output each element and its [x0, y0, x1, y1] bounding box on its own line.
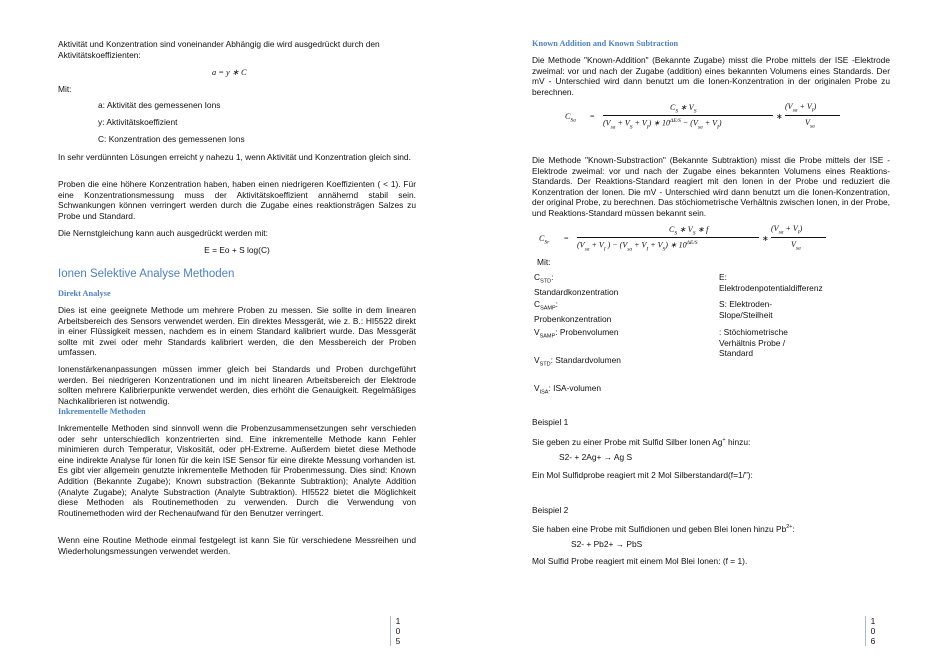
- formula-symbol: (V: [771, 224, 779, 233]
- definition-c: C: Konzentration des gemessenen Ions: [98, 134, 245, 144]
- formula-subscript: sa: [792, 107, 798, 114]
- formula-symbol: ∗ V: [680, 103, 694, 112]
- formula-subscript: sa: [697, 124, 703, 131]
- formula-subscript: Sa: [570, 117, 576, 124]
- formula-subscript: I: [646, 124, 649, 131]
- formula-symbol: + V: [617, 118, 630, 128]
- formula-exponent: ΔE/S: [670, 118, 681, 124]
- definition-a: a: Aktivität des gemessenen Ions: [98, 100, 221, 110]
- formula-subscript: sa: [610, 124, 616, 131]
- right-page: [475, 0, 950, 672]
- mit-label: Mit:: [537, 257, 551, 267]
- formula-symbol: (V: [577, 240, 585, 250]
- formula-subscript: S: [692, 230, 696, 237]
- formula-subscript: S: [662, 246, 666, 253]
- formula-symbol: ) ∗ 10: [665, 240, 687, 250]
- beispiel-2-text-main: Sie haben eine Probe mit Sulfidionen und geben Blei Ionen hinzu Pb: [532, 523, 787, 534]
- symbol-description: : ISA-volumen: [548, 383, 602, 393]
- formula-symbol: (V: [603, 118, 611, 128]
- known-addition-formula: $C_{Sa}$ = $C_S$ ∗ $V_S$ $(V_{sa} + V_S + V_I)$ ∗ $10^{\Delta E/S} - (V_{sa} + V_I)$ ∗ $(V_{sa} + V_I)$ $V_{sa}$: [565, 101, 865, 133]
- formula-subscript: S: [675, 108, 679, 115]
- formula-symbol: + V: [650, 240, 663, 250]
- subheading-inkrementell: Inkrementelle Methoden: [58, 407, 146, 416]
- formula-subscript: Sr: [544, 239, 550, 246]
- formula-symbol: ): [718, 118, 722, 128]
- subheading-known: Known Addition and Known Subtraction: [532, 39, 679, 48]
- inkrementell-paragraph: Inkrementelle Methoden sind sinnvoll wenn die Probenzusammensetzungen sehr verschieden oder sehr unterschiedlich konzentrierten sind. Eine inkrementelle Methode kann Fehler minimieren durch Temperatur, Viskosität, oder pH-Extreme. Außerdem bietet diese Methode eine indirekte Analyse für Ionen für die kein ISE Sensor für eine direkte Messung vorhanden ist. Es gibt vier allgemein genutzte inkrementelle Methoden für Probenmessung. Dies sind: Known Addition (Bekannte Zugabe); Known substraction (Bekannte Subtraktion); Analyte Addition (Analyte Zugabe); Analyte Substraction (Analyte Subtraktion). HI5522 bietet die Möglichkeit diese Methoden als Routinemethoden zu verwenden. Durch die Verwendung von Routinemethoden wird der Rechenaufwand für den Benutzer verringert.: [58, 423, 416, 518]
- beispiel-2-result: Mol Sulfid Probe reagiert mit einem Mol Blei Ionen: (f = 1).: [532, 556, 748, 566]
- symbol-row: [534, 355, 624, 370]
- page-digit: 0: [870, 626, 876, 636]
- beispiel-2-text: [532, 522, 795, 534]
- definition-y: y: Aktivitätskoeffizient: [98, 117, 178, 127]
- known-subtraction-formula: $C_{Sr}$ = $C_S$ ∗ $V_S$ ∗ f ($V_{sa} + V_I$ ) − $(V_{sa} + V_I + V_S)$ ∗ $10^{\Delta E/S}$ ∗ $(V_{sa} + V_I)$ $V_{sa}$: [539, 223, 869, 255]
- formula-subscript: I: [717, 124, 719, 131]
- formula-subscript: sa: [627, 246, 633, 253]
- ionen-paragraph: Ionenstärkenanpassungen müssen immer gleich bei Standards und Proben durchgeführt werden. Bei niedrigeren Konzentrationen und im nicht linearen Arbeitsbereich der Elektrode sollten mehrere Kalibrierpunkte verwendet werden, dies erhöht die Genauigkeit. Regelmäßiges Nachkalibrieren ist notwendig.: [58, 364, 416, 406]
- section-heading: Ionen Selektive Analyse Methoden: [58, 268, 235, 280]
- addition-paragraph: Die Methode "Known-Addition" (Bekannte Zugabe) misst die Probe mittels der ISE -Elektrode zweimal: vor und nach der Zugabe (addition) eines bekannten Volumens eines Standards. Der mV - Unterschied wird dann benutzt um die Ionen-Konzentration in der originalen Probe zu berechnen.: [532, 55, 890, 97]
- formula-symbol: V: [805, 118, 810, 127]
- formula-subscript: sa: [778, 229, 784, 236]
- dilute-paragraph: In sehr verdünnten Lösungen erreicht y nahezu 1, wenn Aktivität und Konzentration gleich sind.: [58, 152, 411, 162]
- formula-symbol: + V: [785, 224, 798, 233]
- formula-symbol: C: [670, 103, 676, 112]
- page-digit: 1: [395, 616, 401, 626]
- formula-subscript: I: [811, 107, 814, 114]
- symbol-row: [534, 327, 624, 342]
- formula-symbol: + V: [591, 240, 604, 250]
- symbol-row: E: Elektrodenpotentialdifferenz: [719, 272, 823, 293]
- beispiel-1-text: [532, 435, 750, 447]
- formula-symbol: − (V: [682, 118, 698, 128]
- formula-symbol: + V: [634, 118, 647, 128]
- symbol-row: S: Elektroden-Slope/Steilheit: [719, 299, 773, 320]
- direkt-paragraph: Dies ist eine geeignete Methode um mehrere Proben zu messen. Sie sollte in dem linearen Arbeitsbereich des Sensors verwendet werden. Ein direktes Messgerät, wie z. B.: HI5522 direkt in einer Flüssigkeit messen, nachdem es in einem Standard kalibriert wurde. Das Messgerät sollte mit zwei oder mehr Standards kalibriert werden, die den Messbereich der Proben umfassen.: [58, 305, 416, 358]
- proben-paragraph: Proben die eine höhere Konzentration haben, haben einen niedrigeren Koeffizienten ( < 1). Für eine Konzentrationsmessung muss der Aktivitätskoeffizient annähernd stabil sein. Schwankungen können verringert werden durch die Zugabe eines reaktionsträgen Salzes zu Probe und Standard.: [58, 179, 416, 221]
- formula-symbol: ): [813, 102, 817, 111]
- formula-symbol: + V: [799, 102, 812, 111]
- symbol-description: : Probenkonzentration: [534, 299, 612, 325]
- activity-formula: a = y ∗ C: [212, 68, 247, 77]
- formula-symbol: + V: [704, 118, 718, 128]
- page-digit: 1: [870, 616, 876, 626]
- formula-subscript: I: [603, 246, 606, 253]
- beispiel-1-text-end: hinzu:: [725, 436, 751, 447]
- beispiel-1-title: Beispiel 1: [532, 417, 569, 427]
- formula-symbol: ) ∗ 10: [648, 118, 671, 128]
- intro-paragraph: Aktivität und Konzentration sind voneinander Abhängig die wird ausgedrückt durch den Aktivitätskoeffizienten:: [58, 39, 380, 60]
- symbol: V: [534, 383, 540, 393]
- page-digit: 5: [395, 636, 401, 646]
- symbol: C: [534, 299, 541, 309]
- beispiel-1-text-main: Sie geben zu einer Probe mit Sulfid Silber Ionen Ag: [532, 436, 723, 447]
- symbol-subscript: ISA: [539, 389, 549, 396]
- symbol-subscript: SAMP: [540, 305, 556, 312]
- formula-symbol: V: [791, 240, 796, 249]
- nernst-formula: E = Eo + S log(C): [204, 245, 270, 255]
- page-digit: 6: [870, 636, 876, 646]
- symbol: V: [534, 327, 540, 337]
- symbol-description: : Probenvolumen: [555, 327, 619, 337]
- formula-symbol: ∗ V: [679, 225, 693, 234]
- nernst-paragraph: Die Nernstgleichung kann auch ausgedrückt werden mit:: [58, 228, 268, 238]
- routine-paragraph: Wenn eine Routine Methode einmal festgelegt ist kann Sie für verschiedene Messreihen und Wiederholungsmessungen verwendet werden.: [58, 535, 416, 556]
- formula-subscript: S: [693, 108, 697, 115]
- formula-subscript: I: [797, 229, 800, 236]
- mit-label: Mit:: [58, 84, 72, 94]
- formula-subscript: I: [646, 246, 649, 253]
- page-number: [390, 616, 405, 646]
- formula-symbol: + V: [634, 240, 647, 250]
- page-digit: 0: [395, 626, 401, 636]
- beispiel-2-title: Beispiel 2: [532, 505, 569, 515]
- beispiel-2-text-end: :: [792, 523, 795, 534]
- substraction-paragraph: Die Methode "Known-Substraction" (Bekannte Subtraktion) misst die Probe mittels der ISE -Elektrode zweimal: vor und nach der Zugabe eines bekannten Volumens eines Reaktions-Standards. Der Reaktions-Standard reagiert mit den Ionen in der Probe und reduziert die Konzentration der Ionen. Die mV - Unterschied wird dann benutzt um die Ionen-Konzentration, der original Probe, zu berechnen. Das stöchiometrische Verhältnis zwischen Ionen, in der Probe, und Reaktions-Standard müssen bekannt sein.: [532, 155, 890, 218]
- symbol-row: [534, 299, 624, 325]
- symbol-subscript: STD: [540, 278, 552, 285]
- formula-subscript: sa: [584, 246, 590, 253]
- symbol: V: [534, 355, 540, 365]
- formula-subscript: S: [674, 230, 678, 237]
- charge-superscript: +: [722, 437, 726, 443]
- formula-symbol: C: [565, 112, 571, 121]
- formula-symbol: ) − (V: [607, 240, 628, 250]
- charge-superscript: 2+: [786, 524, 793, 530]
- formula-subscript: S: [629, 124, 633, 131]
- formula-symbol: ): [799, 224, 803, 233]
- formula-exponent: ΔE/S: [686, 240, 698, 246]
- symbol-row: : Stöchiometrische Verhältnis Probe / Standard: [719, 327, 788, 359]
- formula-symbol: (V: [785, 102, 793, 111]
- formula-symbol: ∗ f: [697, 225, 709, 234]
- beispiel-1-reaction: S2- + 2Ag+ → Ag S: [559, 452, 633, 462]
- beispiel-2-reaction: S2- + Pb2+ → PbS: [571, 539, 643, 549]
- page-number: [865, 616, 880, 646]
- symbol-description: : Standardvolumen: [550, 355, 621, 365]
- symbol-row: [534, 383, 654, 398]
- formula-symbol: C: [669, 225, 675, 234]
- formula-symbol: C: [539, 234, 545, 243]
- formula-subscript: sa: [795, 245, 801, 252]
- subheading-direkt: Direkt Analyse: [58, 289, 111, 298]
- symbol-subscript: STD: [539, 361, 551, 368]
- beispiel-1-result: Ein Mol Sulfidprobe reagiert mit 2 Mol Silberstandard(f=1/”):: [532, 470, 753, 480]
- symbol-subscript: SAMP: [539, 333, 556, 340]
- symbol: C: [534, 272, 541, 282]
- symbol-description: : Standardkonzentration: [534, 272, 619, 298]
- formula-subscript: sa: [809, 123, 815, 130]
- symbol-row: [534, 272, 624, 298]
